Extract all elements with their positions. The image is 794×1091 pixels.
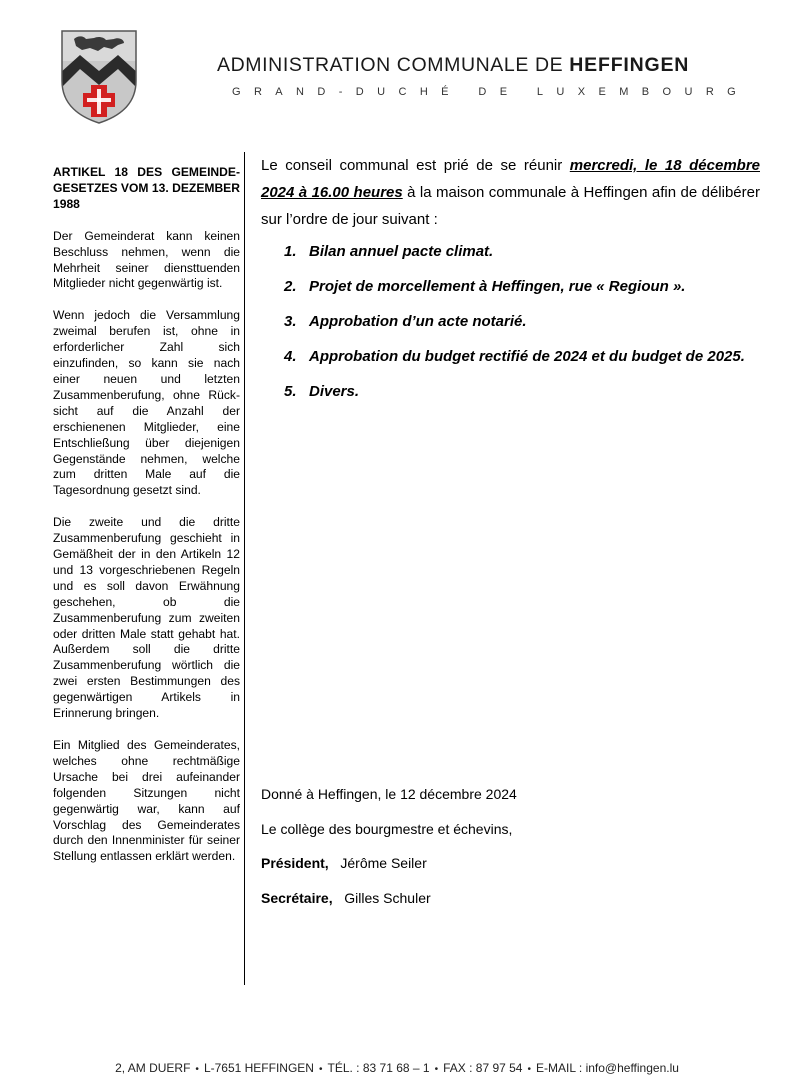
footer-separator: • (195, 1064, 199, 1075)
law-paragraph-4: Ein Mitglied des Gemeinderates, welches ohne rechtmäßige Ursache bei drei aufeinander folgenden Sitzungen nicht gegenwärtig war, kann auf Vorschlag des Gemeinderates durch den Innenminister für seiner Stellung entlassen erklärt werden. (53, 738, 240, 864)
secretary-name: Gilles Schuler (344, 890, 431, 906)
convocation-column (261, 152, 760, 418)
footer-address: 2, AM DUERF (115, 1061, 191, 1075)
org-subtitle: GRAND-DUCHÉ DE LUXEMBOURG (232, 86, 750, 98)
agenda-item-number: 3. (284, 313, 297, 330)
coat-of-arms-icon (60, 29, 138, 125)
meeting-date: mercredi, le 18 décembre 2024 à 16.00 heures (261, 157, 760, 201)
agenda-item-text: Approbation d’un acte notarié. (309, 313, 527, 330)
footer-separator: • (318, 1064, 323, 1075)
footer-separator: • (434, 1064, 439, 1075)
law-paragraph-1: Der Gemeinderat kann keinen Beschluss nehmen, wenn die Mehrheit seiner diensttuenden Mitglieder nicht gegenwärtig ist. (53, 228, 240, 291)
agenda-item-number: 4. (284, 348, 297, 365)
president-line (261, 855, 427, 871)
agenda-item (261, 243, 760, 278)
intro-text-after: à la maison communale à Heffingen afin de délibérer sur l’ordre de jour suivant : (261, 184, 760, 228)
agenda-item-text: Bilan annuel pacte climat. (309, 243, 494, 260)
agenda-item-text: Divers. (309, 383, 360, 400)
president-name: Jérôme Seiler (340, 855, 427, 871)
agenda-item (261, 278, 760, 313)
agenda-item-text: Projet de morcellement à Heffingen, rue « Regioun ». (309, 278, 686, 295)
org-title (217, 54, 689, 77)
agenda-item (261, 383, 760, 418)
president-label: Président, (261, 855, 329, 871)
law-paragraph-3: Die zweite und die dritte Zusammenberufung geschieht in Gemäßheit der in den Artikeln 12 und 13 vorgeschriebenen Regeln und es soll davon Erwähnung geschehen, ob die Zusammenberufung zum zweiten oder dritten Male statt gehabt hat. Außerdem soll die dritte Zusammenberufung wörtlich die zwei ersten Bestimmungen des gegenwärtigen Artikels in Erinnerung bringen. (53, 515, 240, 721)
footer-tel: TÉL. : 83 71 68 – 1 (327, 1061, 430, 1075)
column-divider (244, 152, 245, 985)
secretary-label: Secrétaire, (261, 890, 333, 906)
agenda-item (261, 348, 760, 383)
college-line: Le collège des bourgmestre et échevins, (261, 821, 513, 837)
footer-fax: FAX : 87 97 54 (443, 1061, 523, 1075)
footer-contact (0, 1061, 794, 1075)
law-article-column (53, 165, 240, 881)
law-paragraph-2: Wenn jedoch die Versammlung zweimal berufen ist, ohne in erforderlicher Zahl sich einzufinden, so kann sie nach einer neuen und letzten Zusammenberufung, ohne Rück-sicht auf die Anzahl der erschienenen Mitglieder, eine Entschließung über diejenigen Gegenstände nehmen, welche zum dritten Male auf die Tagesordnung gesetzt sind. (53, 308, 240, 498)
org-title-name: HEFFINGEN (569, 54, 690, 76)
intro-text-before: Le conseil communal est prié de se réunir (261, 157, 570, 174)
agenda-item-number: 5. (284, 383, 297, 400)
org-title-prefix: ADMINISTRATION COMMUNALE DE (217, 54, 570, 76)
agenda-list (261, 243, 760, 418)
footer-email[interactable]: E-MAIL : info@heffingen.lu (536, 1061, 679, 1075)
law-article-heading: ARTIKEL 18 DES GEMEINDE-GESETZES VOM 13. DEZEMBER 1988 (53, 165, 240, 211)
footer-postal: L-7651 HEFFINGEN (203, 1061, 314, 1075)
given-at-line: Donné à Heffingen, le 12 décembre 2024 (261, 786, 517, 802)
secretary-line (261, 890, 431, 906)
agenda-item-text: Approbation du budget rectifié de 2024 et du budget de 2025. (309, 348, 745, 365)
agenda-item-number: 2. (284, 278, 297, 295)
agenda-item-number: 1. (284, 243, 297, 260)
convocation-intro (261, 152, 760, 233)
footer-separator: • (527, 1064, 531, 1075)
agenda-item (261, 313, 760, 348)
